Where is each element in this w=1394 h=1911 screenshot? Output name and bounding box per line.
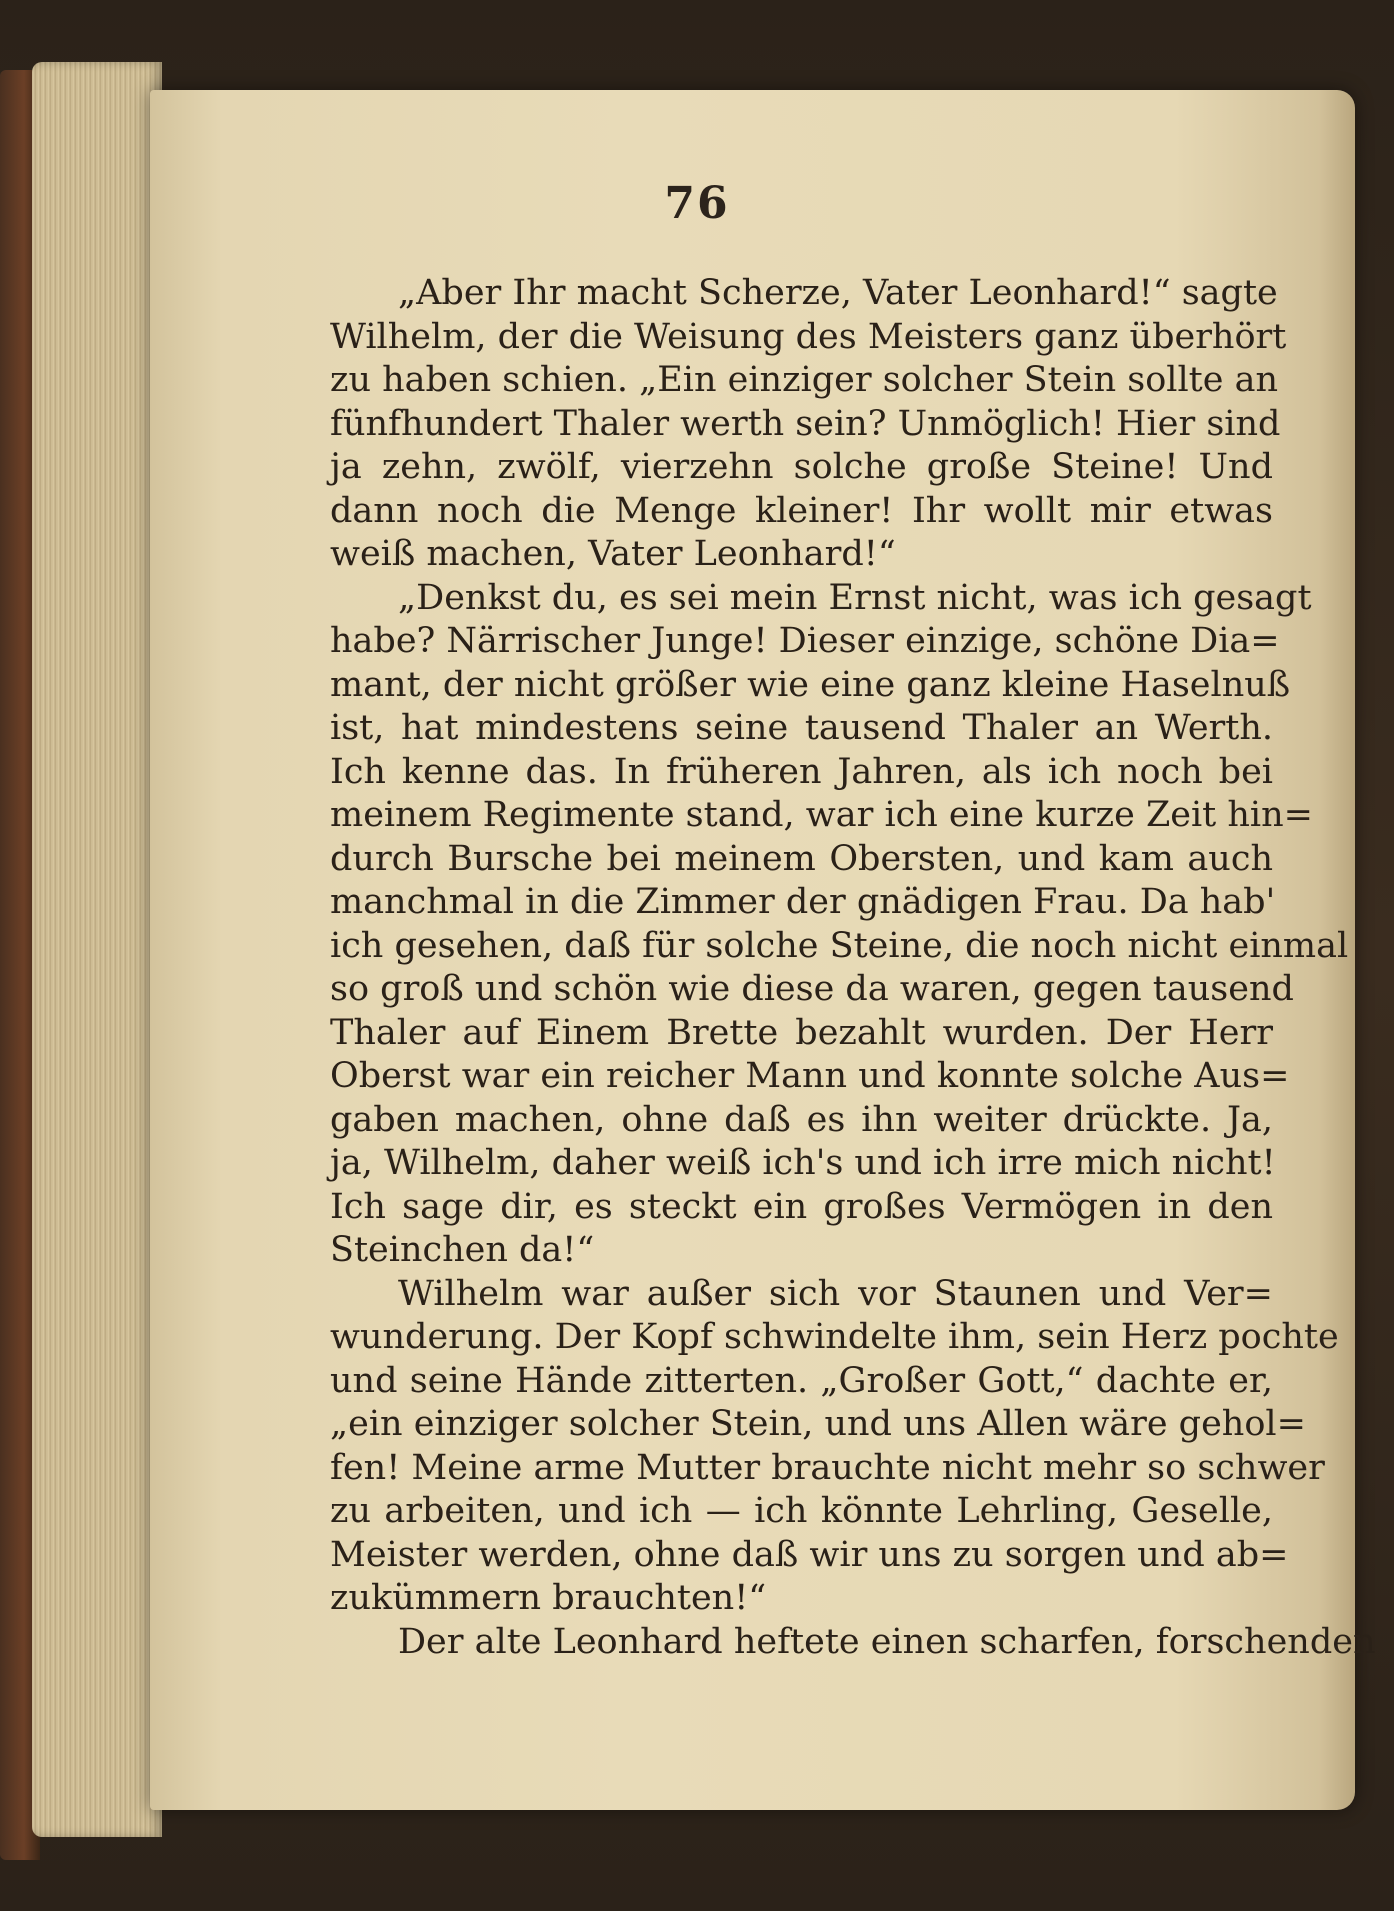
text-line: „ein einziger solcher Stein, und uns Allen wäre gehol= [330, 1404, 1306, 1444]
text-line: fünfhundert Thaler werth sein? Unmöglich! Hier sind [330, 403, 1281, 444]
text-line: ist, hat mindestens seine tausend Thaler an Werth. [330, 708, 1273, 748]
text-line: „Denkst du, es sei mein Ernst nicht, was ich gesagt [398, 577, 1312, 618]
text-line: fen! Meine arme Mutter brauchte nicht mehr so schwer [330, 1447, 1325, 1488]
text-line: ja, Wilhelm, daher weiß ich's und ich irre mich nicht! [330, 1143, 1276, 1183]
text-line: ich gesehen, daß für solche Steine, die noch nicht einmal [330, 925, 1349, 966]
text-line: gaben machen, ohne daß es ihn weiter drückte. Ja, [330, 1099, 1273, 1140]
text-line: Ich kenne das. In früheren Jahren, als ich noch bei [330, 751, 1273, 792]
text-line: wunderung. Der Kopf schwindelte ihm, sein Herz pochte [330, 1317, 1339, 1357]
text-line: Ich sage dir, es steckt ein großes Vermögen in den [330, 1186, 1273, 1227]
text-line: dann noch die Menge kleiner! Ihr wollt mir etwas [330, 490, 1273, 531]
text-line: und seine Hände zitterten. „Großer Gott,“ dachte er, [330, 1360, 1273, 1401]
text-line: „Aber Ihr macht Scherze, Vater Leonhard!“ sagte [398, 273, 1278, 313]
page-text [330, 272, 1376, 1664]
text-line: so groß und schön wie diese da waren, gegen tausend [330, 969, 1294, 1009]
text-line: Meister werden, ohne daß wir uns zu sorgen und ab= [330, 1534, 1289, 1575]
text-line: habe? Närrischer Junge! Dieser einzige, schöne Dia= [330, 621, 1280, 661]
text-line: Wilhelm war außer sich vor Staunen und Ver= [398, 1273, 1273, 1314]
page-number: 76 [664, 178, 730, 229]
text-line: weiß machen, Vater Leonhard!“ [330, 534, 896, 574]
text-line: Wilhelm, der die Weisung des Meisters ganz überhört [330, 316, 1287, 357]
text-line: zu haben schien. „Ein einziger solcher Stein sollte an [330, 360, 1278, 400]
text-line: zukümmern brauchten!“ [330, 1578, 767, 1618]
text-line: mant, der nicht größer wie eine ganz kleine Haselnuß [330, 664, 1291, 705]
text-line: manchmal in die Zimmer der gnädigen Frau. Da hab' [330, 882, 1276, 922]
text-line: zu arbeiten, und ich — ich könnte Lehrling, Geselle, [330, 1491, 1273, 1531]
text-line: Steinchen da!“ [330, 1230, 595, 1270]
text-line: meinem Regimente stand, war ich eine kurze Zeit hin= [330, 795, 1313, 835]
text-line: durch Bursche bei meinem Obersten, und kam auch [330, 838, 1273, 879]
text-line: Der alte Leonhard heftete einen scharfen, forschenden [398, 1621, 1376, 1662]
text-line: ja zehn, zwölf, vierzehn solche große Steine! Und [330, 447, 1273, 487]
text-line: Oberst war ein reicher Mann und konnte solche Aus= [330, 1056, 1290, 1096]
text-line: Thaler auf Einem Brette bezahlt wurden. Der Herr [330, 1012, 1273, 1053]
page-stack-edge [32, 62, 162, 1837]
